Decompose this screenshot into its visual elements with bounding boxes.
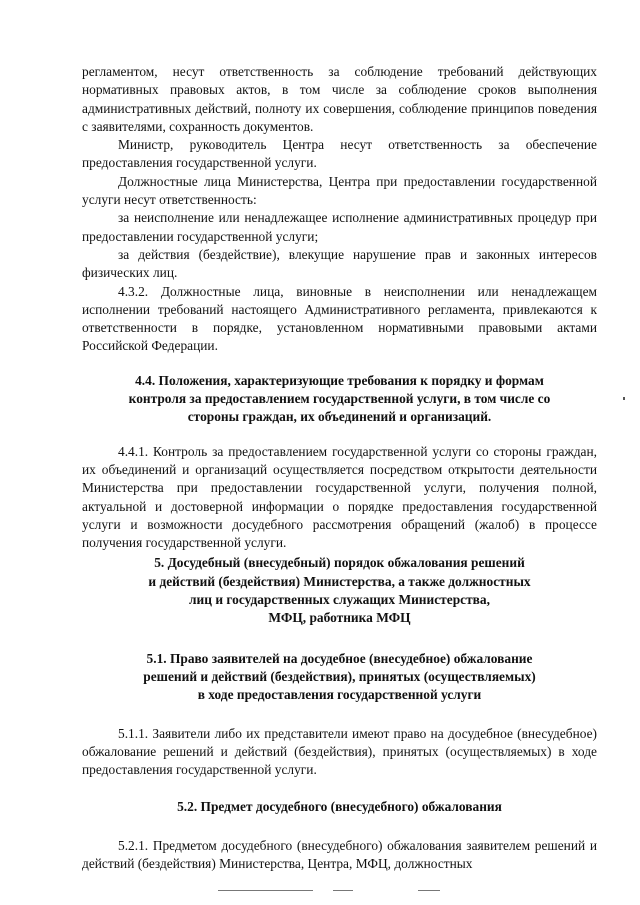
document-body (82, 63, 597, 873)
heading-section-5-line: 5. Досудебный (внесудебный) порядок обжалования решений (154, 555, 525, 571)
heading-4-4-line: 4.4. Положения, характеризующие требования к порядку и формам (135, 372, 544, 388)
paragraph-minister-responsibility: Министр, руководитель Центра несут ответственность за обеспечение предоставления государственной услуги. (82, 137, 597, 171)
paragraph-5-2-1: 5.2.1. Предметом досудебного (внесудебного) обжалования заявителем решений и действий (бездействия) Министерства, Центра, МФЦ, должностных (82, 837, 597, 871)
scan-footer-line (333, 890, 353, 891)
heading-5-1-line: решений и действий (бездействия), принятых (осуществляемых) (143, 668, 536, 684)
heading-5-1-line: 5.1. Право заявителей на досудебное (внесудебное) обжалование (146, 650, 533, 666)
paragraph-nonperformance: за неисполнение или ненадлежащее исполнение административных процедур при предоставлении государственной услуги; (82, 210, 597, 244)
scan-footer-line (418, 890, 440, 891)
paragraph-rights-violation: за действия (бездействие), влекущие нарушение прав и законных интересов физических лиц. (82, 246, 597, 281)
heading-section-5-line: и действий (бездействия) Министерства, а также должностных (148, 573, 531, 589)
heading-4-4-line: контроля за предоставлением государственной услуги, в том числе со (128, 391, 551, 407)
heading-section-5 (82, 554, 597, 627)
paragraph-4-3-2: 4.3.2. Должностные лица, виновные в неисполнении или ненадлежащем исполнении требований настоящего Административного регламента, привлекаются к ответственности в порядке, установленном нормативными правовыми актами Российской Федерации. (82, 283, 597, 354)
heading-4-4 (82, 372, 597, 427)
paragraph-4-4-1: 4.4.1. Контроль за предоставлением государственной услуги со стороны граждан, их объединений и организаций осуществляется посредством открытости деятельности Министерства при предоставлении государственной услуги, получения полной, актуальной и достоверной информации о порядке предоставления государственной услуги и возможности досудебного рассмотрения обращений (жалоб) в процессе получения государственной услуги. (82, 443, 597, 551)
paragraph-responsibility-continuation: регламентом, несут ответственность за соблюдение требований действующих нормативных правовых актов, в том числе за соблюдение сроков выполнения административных действий, полноту их совершения, соблюдение принципов поведения с заявителями, сохранность документов. (82, 64, 597, 134)
heading-5-1 (82, 650, 597, 705)
heading-section-5-line: МФЦ, работника МФЦ (268, 610, 411, 626)
heading-section-5-line: лиц и государственных служащих Министерства, (189, 592, 490, 608)
heading-5-2: 5.2. Предмет досудебного (внесудебного) обжалования (177, 799, 502, 815)
heading-4-4-line: стороны граждан, их объединений и организаций. (187, 409, 492, 425)
scan-speck (623, 397, 625, 400)
heading-5-1-line: в ходе предоставления государственной услуги (197, 687, 482, 703)
scan-footer-line (218, 890, 313, 891)
paragraph-officials-responsibility: Должностные лица Министерства, Центра при предоставлении государственной услуги несут ответственность: (82, 173, 597, 208)
paragraph-5-1-1: 5.1.1. Заявители либо их представители имеют право на досудебное (внесудебное) обжалование решений и действий (бездействия), принятых (осуществляемых) в ходе предоставления государственной услуги. (82, 725, 597, 778)
